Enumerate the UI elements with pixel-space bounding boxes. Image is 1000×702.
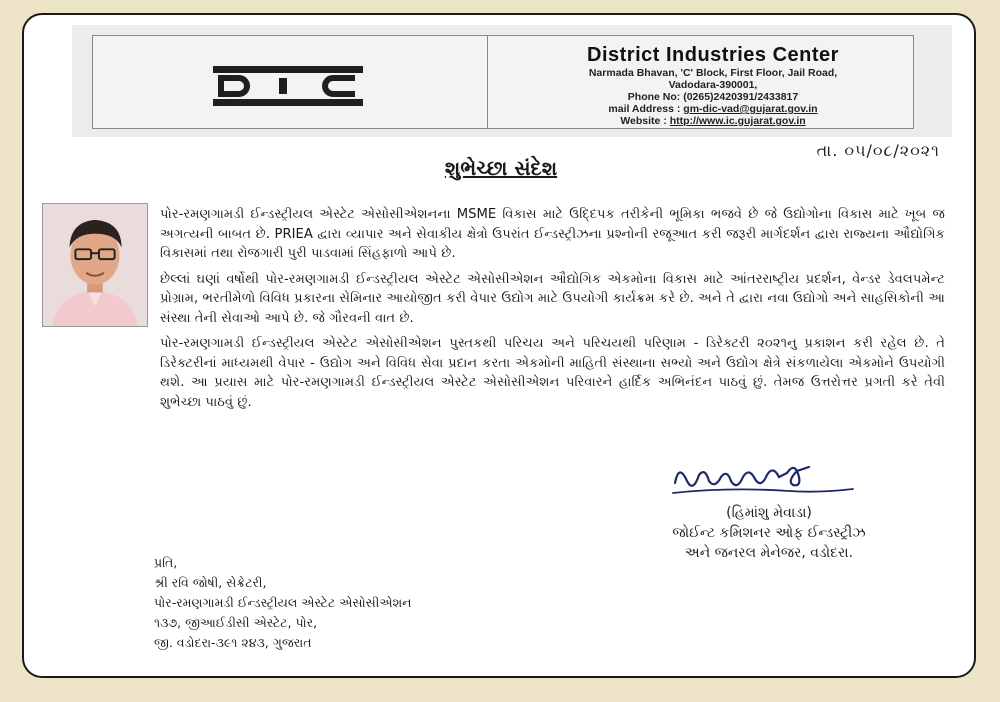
recipient-line-1: શ્રી રવિ જોષી, સેક્રેટરી, (154, 575, 267, 590)
org-address-2: Vadodara-390001, (668, 79, 758, 91)
paragraph-1: પોર-રમણગામડી ઈન્ડસ્ટ્રીયલ એસ્ટેટ એસોસીએશનના MSME વિકાસ માટે ઉદ્દિપક તરીકેની ભૂમિકા ભજવે છે જે ઉદ્યોગોના વિકાસ માટે ખૂબ જ અગત્યની બાબત છે. PRIEA દ્વારા વ્યાપાર અને સેવાકીય ક્ષેત્રો ઉપરાંત ઈન્ડસ્ટ્રીઝના પ્રશ્નોની રજૂઆત કરી જરૂરી માર્ગદર્શન દ્વારા રાજ્યના ઔદ્યોગિક વિકાસમાં તથા રોજગારી પુરી પાડવામાં સિંહફાળો આપે છે. (160, 207, 945, 261)
letterhead-frame (92, 35, 914, 129)
signatory-name: (હિમાંશુ મેવાડા) (726, 505, 812, 521)
mail-link[interactable]: gm-dic-vad@gujarat.gov.in (683, 103, 818, 115)
signatory-title: જોઈન્ટ કમિશનર ઓફ ઈન્ડસ્ટ્રીઝ (672, 525, 866, 541)
paragraph-2: છેલ્લાં ઘણાં વર્ષોથી પોર-રમણગામડી ઈન્ડસ્ટ્રીયલ એસ્ટેટ એસોસીએશન ઔદ્યોગિક એકમોના વિકાસ માટે આંતરરાષ્ટ્રીય પ્રદર્શન, વેન્ડર ડેવલપમેન્ટ પ્રોગ્રામ, ભરતીમેળો વિવિધ પ્રકારના સેમિનાર આયોજીત કરી વેપાર ઉદ્યોગ માટે ઉપયોગી કાર્યક્રમ કરે છે. અને તે દ્વારા નવા ઉદ્યોગો અને સાહસિકોની આ સંસ્થા તેની સેવાઓ આપે છે. જે ગૌરવની વાત છે. (160, 271, 945, 326)
heading-text: શુભેચ્છા સંદેશ (444, 156, 558, 180)
signatory-block (644, 503, 894, 563)
portrait-image (43, 204, 147, 326)
recipient-address (154, 553, 411, 653)
org-website (503, 115, 923, 127)
website-link[interactable]: http://www.ic.gujarat.gov.in (669, 115, 806, 127)
letter-heading (24, 156, 976, 180)
signature (669, 453, 859, 501)
org-mail (503, 103, 923, 115)
recipient-line-4: જી. વડોદરા-૩૯૧ ૨૪૩, ગુજરાત (154, 635, 312, 650)
recipient-line-3: ૧૩૭, જીઆઈડીસી એસ્ટેટ, પોર, (154, 615, 318, 630)
message-body (160, 205, 945, 418)
recipient-line-2: પોર-રમણગામડી ઈન્ડસ્ટ્રીયલ એસ્ટેટ એસોસીએશન (154, 595, 412, 610)
mail-label: mail Address : (608, 103, 681, 115)
letter-date: તા. ૦૫/૦૮/૨૦૨૧ (816, 141, 940, 160)
dic-logo (213, 66, 363, 106)
website-label: Website : (620, 115, 667, 127)
paragraph-3: પોર-રમણગામડી ઈન્ડસ્ટ્રીયલ એસ્ટેટ એસોસીએશન પુસ્તકથી પરિચય અને પરિચયથી પરિણામ - ડિરેક્ટરી ૨૦૨૧નુ પ્રકાશન કરી રહેલ છે. તે ડિરેક્ટરીનાં માધ્યમથી વેપાર - ઉદ્યોગ અને વિવિધ સેવા પ્રદાન કરતા એકમોની માહિતી સંસ્થાના સભ્યો અને ઉદ્યોગ ક્ષેત્રે સંકળાયેલા એકમોને ઉપયોગી થશે. આ પ્રયાસ માટે પોર-રમણગામડી ઈન્ડસ્ટ્રીયલ એસ્ટેટ એસોસીએશન પરિવારને હાર્દિક અભિનંદન પાઠવું છું. તેમજ ઉત્તરોત્તર પ્રગતી કરે તેવી શુભેચ્છા પાઠવું છું. (160, 336, 945, 410)
org-name: District Industries Center (587, 44, 839, 66)
letter-card (22, 13, 976, 678)
signatory-title-2: અને જનરલ મેનેજર, વડોદરા. (684, 545, 854, 561)
recipient-prati: પ્રતિ, (154, 555, 178, 570)
org-block (503, 44, 923, 127)
letterhead (72, 25, 952, 137)
letterhead-divider (487, 36, 488, 128)
person-photo (42, 203, 148, 327)
org-phone: Phone No: (0265)2420391/2433817 (627, 91, 799, 103)
org-address-1: Narmada Bhavan, 'C' Block, First Floor, Jail Road, (588, 67, 838, 79)
